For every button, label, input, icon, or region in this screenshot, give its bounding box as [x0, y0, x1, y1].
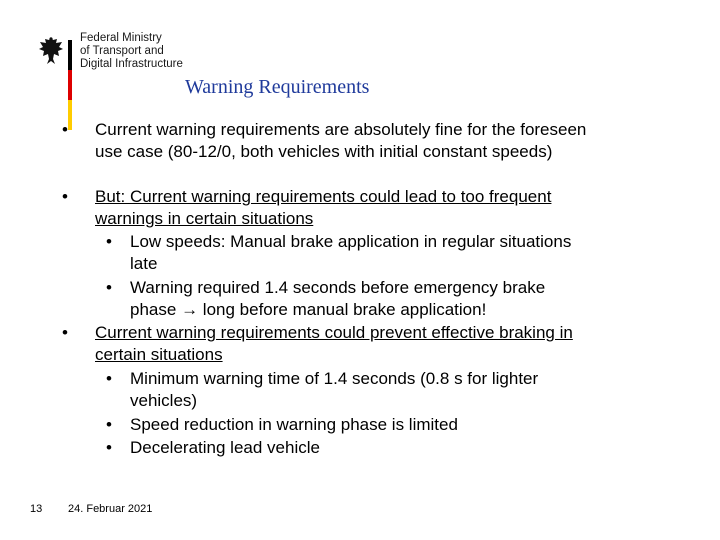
bullet3-line1: Current warning requirements could prevent effective braking in — [95, 323, 573, 342]
slide-title: Warning Requirements — [185, 76, 370, 98]
bullet-marker: • — [62, 187, 68, 206]
bullet1-line2: use case (80-12/0, both vehicles with initial constant speeds) — [95, 142, 553, 161]
phase-text: phase — [130, 300, 177, 319]
sub-bullet-marker: • — [106, 232, 112, 251]
sub-bullet-marker: • — [106, 438, 112, 457]
arrow-right-icon: → — [181, 300, 199, 319]
footer-date: 24. Februar 2021 — [68, 503, 153, 515]
page-number: 13 — [30, 503, 43, 515]
bullet2-line1: But: Current warning requirements could lead to too frequent — [95, 187, 552, 206]
sub-bullet-marker: • — [106, 415, 112, 434]
sub-bullet-marker: • — [106, 278, 112, 297]
bullet-marker: • — [62, 120, 68, 139]
ministry-line: Digital Infrastructure — [80, 58, 183, 70]
bullet2-sub2-line2 — [130, 299, 486, 321]
bullet-marker: • — [62, 323, 68, 342]
bullet3-sub1-line1: Minimum warning time of 1.4 seconds (0.8 s for lighter — [130, 369, 539, 388]
phase-continuation: long before manual brake application! — [202, 300, 487, 319]
bullet3-sub3: Decelerating lead vehicle — [130, 438, 320, 457]
bullet1-line1: Current warning requirements are absolutely fine for the foreseen — [95, 120, 587, 139]
ministry-line: Federal Ministry — [80, 32, 162, 44]
bullet3-sub2: Speed reduction in warning phase is limited — [130, 415, 458, 434]
bullet3-sub1-line2: vehicles) — [130, 391, 198, 410]
bullet2-sub1-line2: late — [130, 254, 158, 273]
sub-bullet-marker: • — [106, 369, 112, 388]
ministry-line: of Transport and — [80, 45, 164, 57]
bullet2-sub2-line1: Warning required 1.4 seconds before emergency brake — [130, 278, 546, 297]
bullet3-line2: certain situations — [95, 345, 223, 364]
bullet2-line2: warnings in certain situations — [95, 209, 314, 228]
bullet2-sub1-line1: Low speeds: Manual brake application in regular situations — [130, 232, 572, 251]
